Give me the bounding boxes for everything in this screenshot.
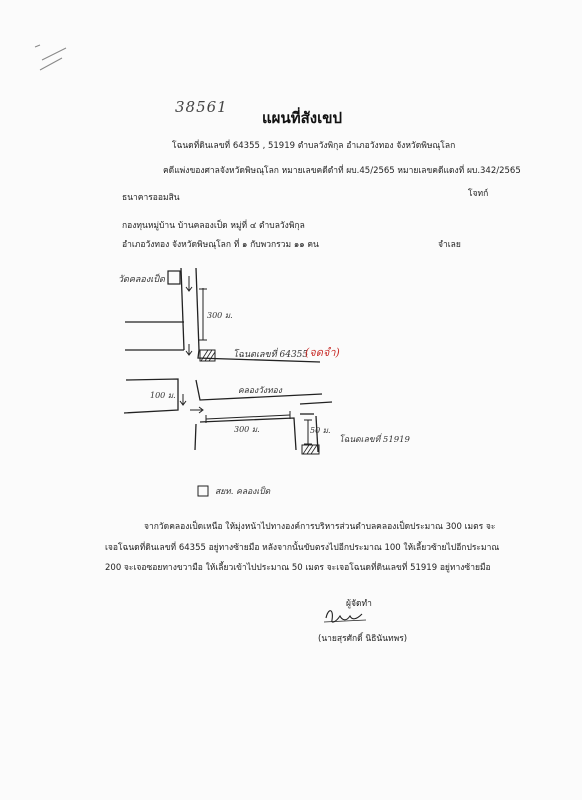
dimension-100-label: 100 ม.: [150, 391, 176, 400]
court-case-line: คดีแพ่งของศาลจังหวัดพิษณุโลก หมายเลขคดีดำที่ ผบ.45/2565 หมายเลขคดีแดงที่ ผบ.342/2565: [163, 166, 521, 176]
page-title: แผนที่สังเขป: [262, 109, 342, 127]
parcel-51919-box: [302, 445, 319, 454]
temple-label: วัดคลองเป็ด: [118, 275, 165, 285]
temple-box: [168, 271, 180, 284]
directions-line-1: จากวัดคลองเป็ดเหนือ ให้มุ่งหน้าไปทางองค์การบริหารส่วนตำบลคลองเป็ดประมาณ 300 เมตร จะ: [144, 522, 496, 532]
defendant-line-2: อำเภอวังทอง จังหวัดพิษณุโลก ที่ ๑ กับพวกรวม ๑๑ คน: [122, 240, 319, 250]
parcel-64355-box: [200, 350, 215, 361]
signature-mark: [322, 604, 372, 626]
school-box: [198, 486, 208, 496]
parcel-64355-label: โฉนดเลขที่ 64355: [233, 350, 309, 360]
school-label: สยท. คลองเป็ด: [215, 487, 271, 497]
dimension-300-top: [199, 288, 207, 340]
dimension-300-top-label: 300 ม.: [207, 311, 233, 320]
west-branch-road: [125, 322, 184, 350]
dimension-50-label: 50 ม.: [310, 426, 331, 435]
stray-marks: [35, 45, 66, 70]
document-number: 38561: [175, 98, 228, 116]
signer-role: ผู้จัดทำ: [346, 599, 372, 609]
directions-line-2: เจอโฉนดที่ดินเลขที่ 64355 อยู่ทางซ้ายมือ หลังจากนั้นขับตรงไปอีกประมาณ 100 ให้เลี้ยวซ้ายไปอีกประมาณ: [105, 543, 500, 553]
signer-name: (นายสุรศักดิ์ นิธินันทพร): [318, 634, 408, 644]
north-arrow: [186, 276, 192, 291]
plaintiff-name: ธนาคารออมสิน: [122, 193, 180, 203]
dimension-300-bottom-label: 300 ม.: [234, 425, 260, 434]
directions-line-3: 200 จะเจอซอยทางขวามือ ให้เลี้ยวเข้าไปประมาณ 50 เมตร จะเจอโฉนดที่ดินเลขที่ 51919 อยู่ทางซ้ายมือ: [105, 563, 491, 573]
parcel-64355-note: (จดจำ): [305, 346, 340, 359]
plaintiff-role: โจทก์: [468, 189, 489, 199]
defendant-role: จำเลย: [438, 240, 461, 250]
land-deed-line: โฉนดที่ดินเลขที่ 64355 , 51919 ตำบลวังพิกุล อำเภอวังทอง จังหวัดพิษณุโลก: [172, 141, 456, 151]
parcel-51919-label: โฉนดเลขที่ 51919: [339, 435, 410, 445]
north-road: [181, 268, 199, 350]
canal-label: คลองวังทอง: [238, 386, 282, 396]
defendant-line-1: กองทุนหมู่บ้าน บ้านคลองเป็ด หมู่ที่ ๔ ตำบลวังพิกุล: [122, 221, 305, 231]
